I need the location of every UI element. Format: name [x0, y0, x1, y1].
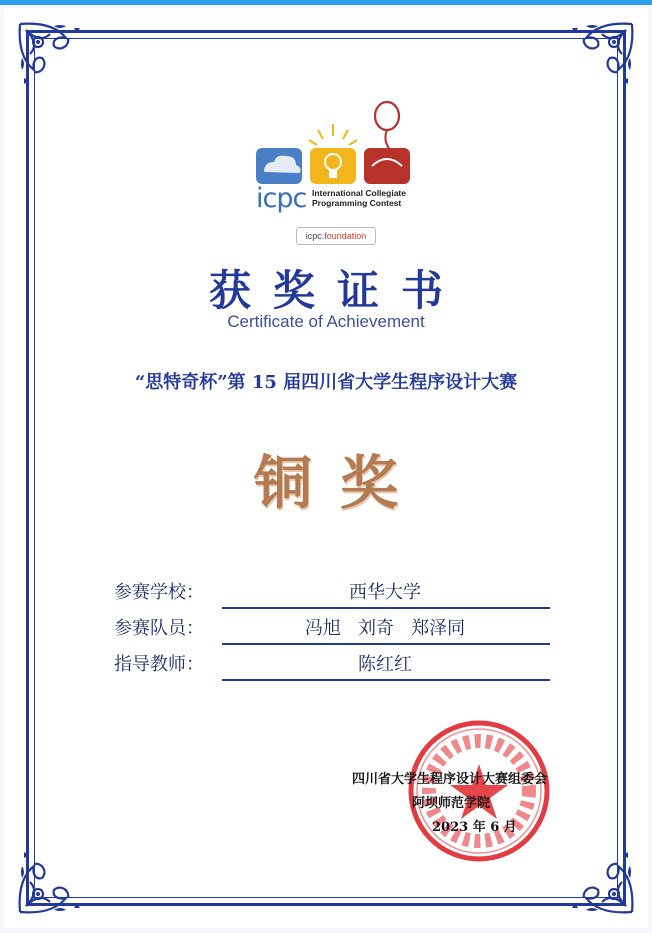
icpc-foundation-badge [296, 227, 376, 245]
issuer-committee: 四川省大学生程序设计大赛组委会 [352, 772, 548, 787]
certificate-title-cn: 获奖证书 [208, 266, 465, 315]
icpc-mark: icpc [256, 183, 307, 214]
award-level: 铜奖 [253, 449, 426, 517]
corner-ornament-icon [560, 840, 638, 918]
underline [222, 607, 550, 609]
certificate-title-en: Certificate of Achievement [227, 312, 425, 331]
info-value: 陈红红 [358, 654, 412, 675]
underline [222, 679, 550, 681]
info-row-advisor [114, 652, 550, 680]
info-row-school [114, 580, 550, 608]
corner-ornament-icon [14, 840, 92, 918]
certificate-page [4, 8, 648, 928]
icpc-subtitle-line2: Programming Contest [312, 198, 402, 208]
balloon-icon [364, 102, 410, 184]
underline [222, 643, 550, 645]
corner-ornament-icon [14, 18, 92, 96]
info-row-members [114, 616, 550, 644]
issue-date: 2023 年 6 月 [432, 820, 517, 835]
icpc-subtitle [312, 188, 406, 208]
icpc-wordmark [256, 184, 426, 224]
issuer-block [352, 768, 612, 840]
foundation-suffix: foundation [324, 231, 367, 241]
foundation-prefix: icpc. [305, 231, 325, 241]
top-accent-bar [0, 0, 652, 5]
info-label: 参赛队员： [114, 618, 204, 639]
cloud-icon [256, 148, 302, 184]
issuer-host: 阿坝师范学院 [412, 796, 491, 811]
info-value: 西华大学 [349, 582, 421, 603]
corner-ornament-icon [560, 18, 638, 96]
info-label: 指导教师： [114, 654, 204, 675]
info-label: 参赛学校： [114, 582, 204, 603]
lightbulb-icon [309, 124, 357, 184]
info-value: 冯旭 刘奇 郑泽同 [304, 618, 466, 639]
icpc-subtitle-line1: International Collegiate [312, 188, 406, 198]
contest-name: “思特奇杯”第 15 届四川省大学生程序设计大赛 [134, 372, 518, 393]
